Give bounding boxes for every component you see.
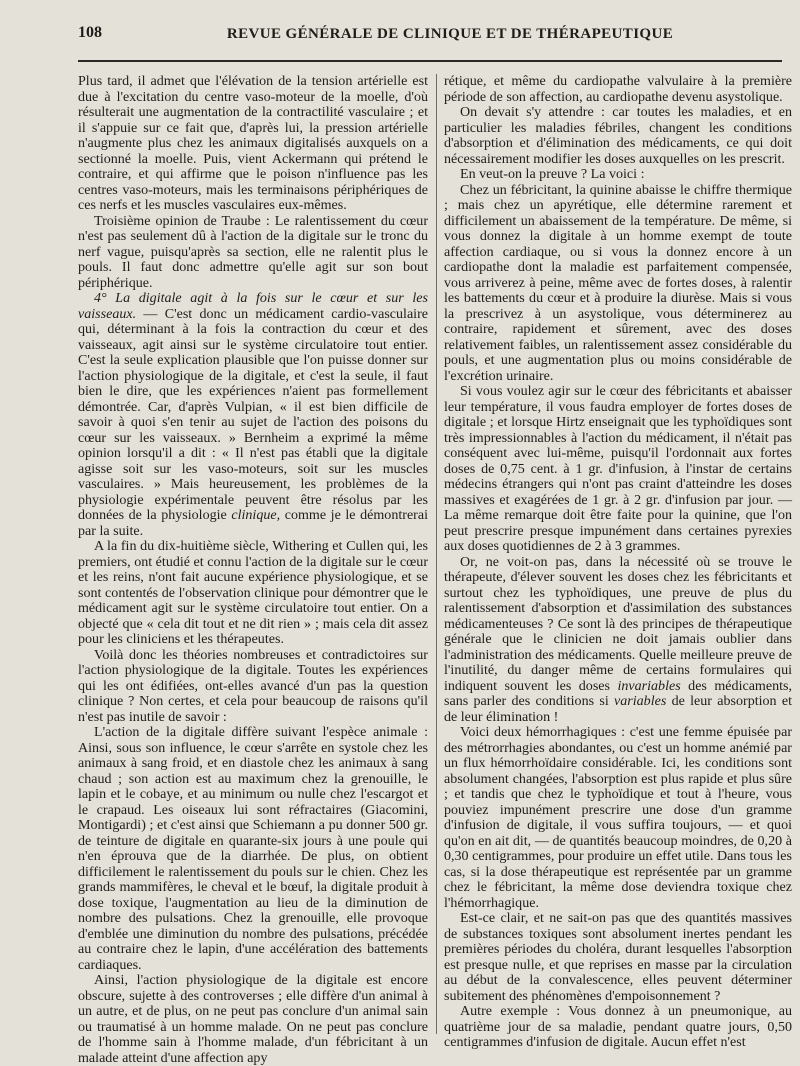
left-column <box>78 73 428 1066</box>
column-divider <box>436 74 437 1034</box>
paragraph: A la fin du dix-huitième siècle, Withering et Cullen qui, les premiers, ont étudié et connu l'action de la digitale sur le cœur et les reins, n'ont fait aucune expérience physiologique, et se sont contentés de l'observation clinique pour démontrer que le médicament agit sur le système circulatoire tout entier. On a objecté que « cela dit tout et ne dit rien » ; mais cela dit assez pour les cliniciens et les thérapeutes. <box>78 538 428 647</box>
header-rule <box>78 60 782 62</box>
italic-term: invariables <box>617 677 681 694</box>
paragraph: Si vous voulez agir sur le cœur des fébricitants et abaisser leur température, il vous faudra employer de fortes doses de digitale ; et lorsque Hirtz enseignait que les typhoïdiques sont très impressionnables à l'action du médicament, il n'était pas conséquent avec lui-même, puisqu'il l'ordonnait aux fortes doses de 0,75 cent. à 1 gr. d'infusion, à l'instar de certains médecins étrangers qui n'ont pas craint d'atteindre les doses massives et exagérées de 1 gr. à 2 gr. d'infusion par jour. — La même remarque doit être faite pour la quinine, que l'on peut prescrire presque impunément dans certaines pyrexies aux doses quotidiennes de 2 à 3 grammes. <box>444 383 792 554</box>
paragraph: Autre exemple : Vous donnez à un pneumonique, au quatrième jour de sa maladie, pendant quatre jours, 0,50 centigrammes d'infusion de digitale. Aucun effet n'est <box>444 1003 792 1050</box>
paragraph: Voici deux hémorrhagiques : c'est une femme épuisée par des métrorrhagies abondantes, ou c'est un homme anémié par un flux hémorrhoïdaire considérable. Ici, les conditions sont absolument changées, l'absorption est plus rapide et plus sûre ; et tandis que chez le typhoïdique et tout à l'heure, vous pouviez impunément prescrire une dose d'un gramme d'infusion de digitale, il vous suffira toujours, — et quoi qu'on en ait dit, — de quantités beaucoup moindres, de 0,20 à 0,30 centigrammes, pour produire un effet utile. Dans tous les cas, si la dose thérapeutique est représentée par un gramme chez le fébricitant, la même dose deviendra toxique chez l'hémorrhagique. <box>444 724 792 911</box>
paragraph <box>78 291 428 539</box>
paragraph-text: Or, ne voit-on pas, dans la nécessité où se trouve le thérapeute, d'élever souvent les doses chez les fébricitants et surtout chez les typhoïdiques, une preuve de plus du ralentissement d'absorption et d'assimilation des substances médicamenteuses ? Ce sont là des principes de thérapeutique générale que le clinicien ne doit jamais oublier dans l'administration des médicaments. Quelle meilleure preuve de l'inutilité, du danger même de certains formulaires qui indiquent souvent les doses <box>444 553 792 694</box>
page-header <box>0 0 800 62</box>
running-title: REVUE GÉNÉRALE DE CLINIQUE ET DE THÉRAPEUTIQUE <box>226 26 674 42</box>
paragraph: Chez un fébricitant, la quinine abaisse le chiffre thermique ; mais chez un apyrétique, elle détermine rarement et difficilement un abaissement de la température. De même, si vous donnez la digitale à un homme exempt de toute affection cardiaque, ou si vous la donnez encore à un cardiopathe dont la maladie est parfaitement compensée, vous arriverez à peine, même avec de fortes doses, à ralentir les battements du cœur et à produire la diurèse. Mais si vous la prescrivez à un asystolique, vous déterminerez au contraire, rapidement et sûrement, avec des doses relativement faibles, un ralentissement assez considérable du pouls, et une augmentation plus ou moins considérable de l'excrétion urinaire. <box>444 181 792 384</box>
paragraph-text: — C'est donc un médicament cardio-vasculaire qui, déterminant à la fois la contraction du cœur et des vaisseaux, agit ainsi sur le système circulatoire tout entier. C'est la seule explication plausible que l'on puisse donner sur l'action physiologique de la digitale, et c'est la seule, il faut bien le dire, que les expériences n'aient pas formellement démontrée. Car, d'après Vulpian, « il est bien difficile de savoir à quoi s'en tenir au sujet de l'action des poisons du cœur sur les vaisseaux. » Bernheim a exprimé la même opinion lorsqu'il a dit : « Il n'est pas établi que la digitale agisse soit sur les vaso-moteurs, soit sur les muscles vasculaires. » Mais heureusement, les problèmes de la physiologie expérimentale peuvent être résolus par les données de la physiologie <box>78 305 428 523</box>
page-number: 108 <box>78 24 102 41</box>
paragraph <box>444 555 792 726</box>
paragraph: rétique, et même du cardiopathe valvulaire à la première période de son affection, au cardiopathe devenu asystolique. <box>444 73 792 105</box>
paragraph: Est-ce clair, et ne sait-on pas que des quantités massives de substances toxiques sont absolument inertes pendant les premières périodes du choléra, durant lesquelles l'absorption est presque nulle, et que reprises en masse par la circulation au début de la convalescence, elles peuvent déterminer subitement des phénomènes d'empoisonnement ? <box>444 910 792 1004</box>
paragraph: L'action de la digitale diffère suivant l'espèce animale : Ainsi, sous son influence, le cœur s'arrête en systole chez les animaux à sang froid, et en diastole chez les animaux à sang chaud ; son action est au maximum chez la grenouille, le lapin et le cobaye, et au minimum ou nulle chez l'escargot et le crapaud. Les oiseaux lui sont réfractaires (Giacomini, Montigardi) ; et c'est ainsi que Schiemann a pu donner 500 gr. de teinture de digitale en quarante-six jours à une poule qui n'en éprouva que de la diarrhée. De plus, on obtient difficilement le ralentissement du pouls sur le chien. Chez les grands mammifères, le cheval et le bœuf, la digitale produit à dose toxique, l'augmentation au lieu de la diminution de nombre des pulsations. Chez la grenouille, elle provoque d'emblée une diminution du nombre des pulsations, précédée au contraire chez le lapin, d'une accélération des battements cardiaques. <box>78 724 428 973</box>
paragraph: On devait s'y attendre : car toutes les maladies, et en particulier les maladies fébriles, changent les conditions d'absorption et d'élimination des médicaments, ce qui doit nécessairement modifier les doses auxquelles on les prescrit. <box>444 104 792 167</box>
paragraph: Plus tard, il admet que l'élévation de la tension artérielle est due à l'excitation du centre vaso-moteur de la moelle, d'où résulterait une augmentation de la contractilité vasculaire ; et il s'appuie sur ce fait que, d'après lui, la pression artérielle n'augmente plus chez les animaux digitalisés auxquels on a sectionné la moelle. Puis, vient Ackermann qui prétend le contraire, et qui affirme que le poison n'influence pas les centres vaso-moteurs, mais les terminaisons périphériques de ces nerfs et les muscles vasculaires eux-mêmes. <box>78 73 428 213</box>
paragraph: En veut-on la preuve ? La voici : <box>460 166 645 182</box>
section-heading: 4° La digitale agit à la fois sur le cœur et sur les vaisseaux. <box>78 290 428 322</box>
italic-term: clinique, <box>231 507 281 523</box>
paragraph: Ainsi, l'action physiologique de la digitale est encore obscure, sujette à des controverses ; elle diffère d'un animal à un autre, et de plus, on ne peut pas conclure d'un animal sain ou traumatisé à un homme malade. On ne peut pas conclure de l'homme sain à l'homme malade, d'un fébricitant à un malade atteint d'une affection apy <box>78 972 428 1066</box>
italic-term: variables <box>614 693 667 709</box>
paragraph-text: comme je le démontrerai par la suite. <box>78 507 428 539</box>
paragraph-text: de leur absorption et de leur élimination ! <box>444 693 792 725</box>
paragraph: Troisième opinion de Traube : Le ralentissement du cœur n'est pas seulement dû à l'action de la digitale sur le tronc du nerf vague, puisqu'après sa section, elle ne ralentit plus le pouls. Il faut donc admettre qu'elle agit sur son bout périphérique. <box>78 212 428 291</box>
paragraph-text: des médicaments, sans parler des conditions si <box>444 677 792 709</box>
right-column <box>444 73 792 1050</box>
paragraph: Voilà donc les théories nombreuses et contradictoires sur l'action physiologique de la digitale. Toutes les expériences qui les ont édifiées, ont-elles avancé d'un pas la question clinique ? Non certes, et cela pour beaucoup de raisons qu'il n'est pas inutile de savoir : <box>78 646 428 725</box>
